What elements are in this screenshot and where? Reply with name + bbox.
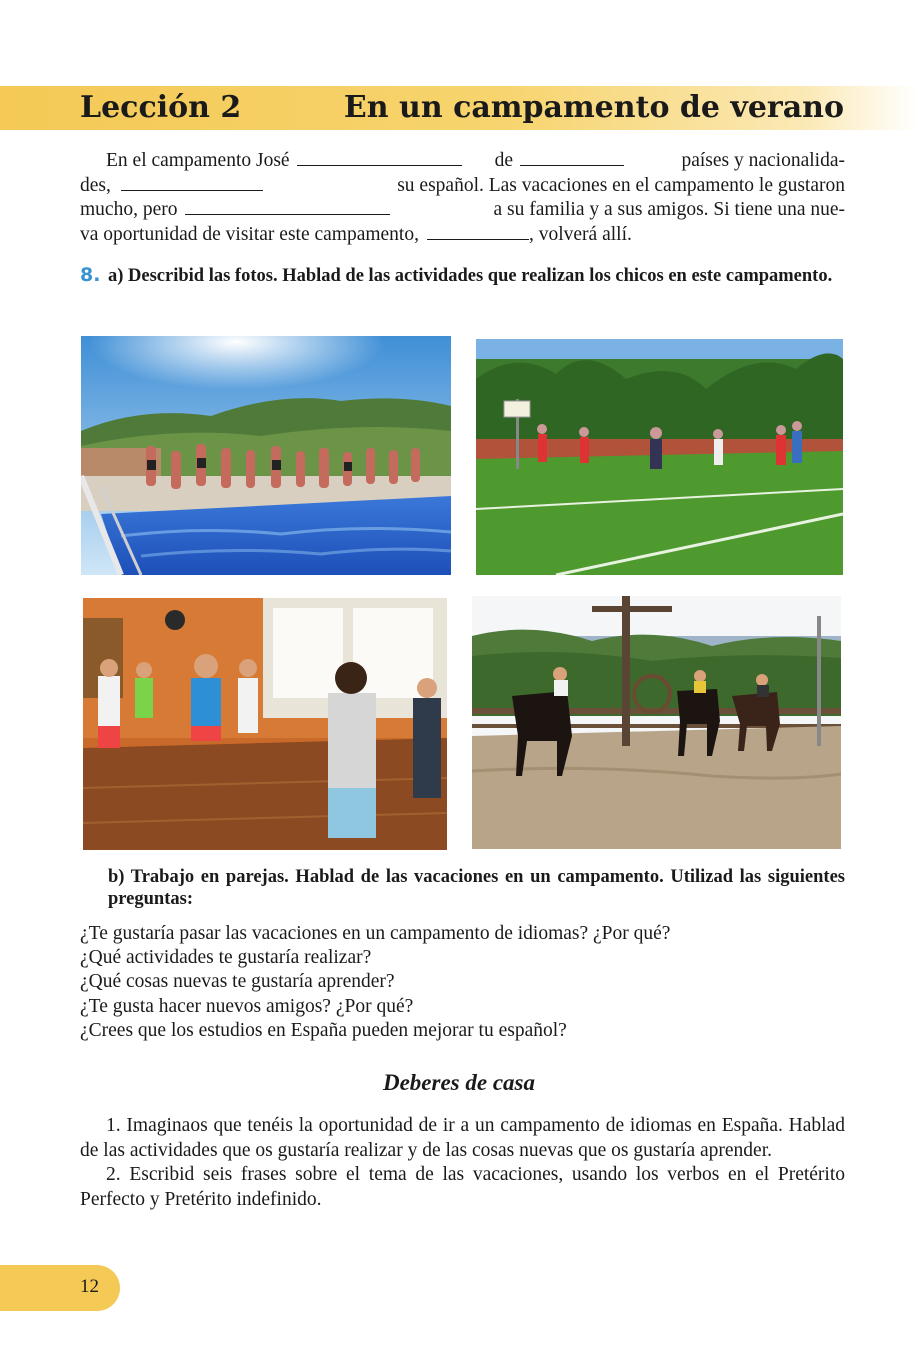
intro-text: su español. Las vacaciones en el campamento le gustaron	[397, 174, 845, 196]
intro-text: de	[494, 150, 513, 171]
photo-indoor-dance	[83, 598, 447, 850]
homework-body	[80, 1114, 845, 1212]
list-item: ¿Te gusta hacer nuevos amigos? ¿Por qué?	[80, 995, 414, 1017]
list-item: ¿Te gustaría pasar las vacaciones en un campamento de idiomas? ¿Por qué?	[80, 923, 671, 944]
intro-text: a su familia y a sus amigos. Si tiene una nue-	[493, 199, 845, 220]
page-number: 12	[80, 1276, 99, 1297]
intro-text: En el campamento José	[106, 150, 290, 171]
exercise-part-b: b) Trabajo en parejas. Hablad de las vacaciones en un campamento. Utilizad las siguientes preguntas:	[108, 867, 845, 909]
question-list	[80, 922, 850, 1043]
intro-text: países y nacionalida-	[681, 150, 845, 171]
lesson-number: Lección 2	[80, 90, 242, 125]
photo-sports-field	[476, 339, 843, 575]
fill-blank	[520, 149, 624, 166]
intro-text: va oportunidad de visitar este campamento,	[80, 223, 419, 245]
lesson-title: En un campamento de verano	[343, 90, 844, 125]
fill-blank	[297, 149, 462, 166]
homework-title: Deberes de casa	[382, 1070, 535, 1095]
list-item: ¿Crees que los estudios en España pueden mejorar tu español?	[80, 1019, 567, 1041]
intro-paragraph	[80, 149, 845, 247]
fill-blank	[427, 223, 529, 240]
exercise-part-a: a) Describid las fotos. Hablad de las actividades que realizan los chicos en este campamento.	[108, 266, 833, 286]
intro-text: , volverá allí.	[528, 223, 632, 245]
intro-text: mucho, pero	[80, 199, 178, 220]
page-number-tab	[0, 1265, 120, 1311]
list-item: ¿Qué actividades te gustaría realizar?	[80, 947, 372, 969]
intro-text: des,	[80, 174, 111, 196]
photo-horse-riding	[472, 596, 841, 849]
fill-blank	[121, 174, 263, 191]
exercise-number: 8.	[80, 264, 101, 286]
homework-item-2: 2. Escribid seis frases sobre el tema de las vacaciones, usando los verbos en el Pretérito Perfecto y Pretérito indefinido.	[80, 1164, 845, 1210]
fill-blank	[185, 198, 390, 215]
photo-pool-dance	[81, 336, 451, 575]
list-item: ¿Qué cosas nuevas te gustaría aprender?	[80, 971, 395, 993]
homework-item-1: 1. Imaginaos que tenéis la oportunidad de ir a un campamento de idiomas en España. Hablad de las actividades que os gustaría realizar y de las cosas nuevas que os gustaría aprender.	[80, 1115, 845, 1161]
